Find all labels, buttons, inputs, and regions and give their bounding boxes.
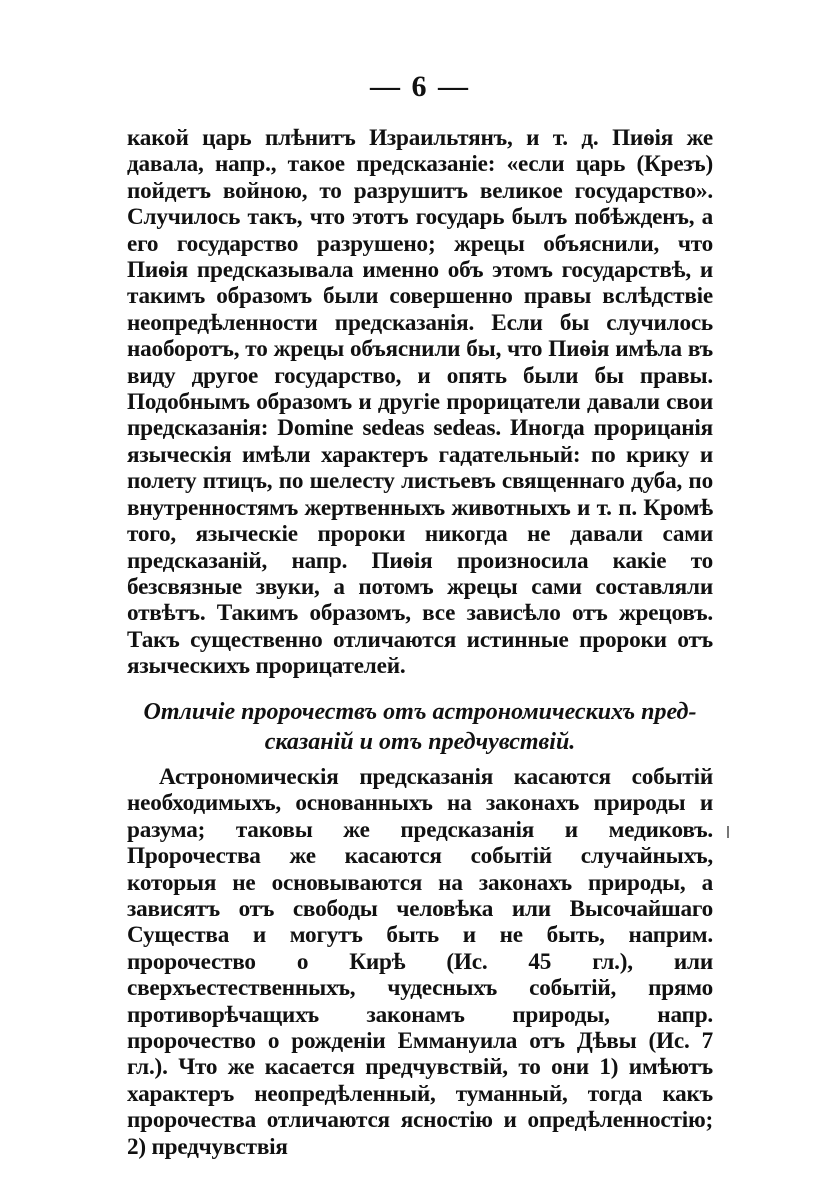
section-heading <box>127 697 713 757</box>
margin-mark <box>727 826 729 838</box>
page-number: — 6 — <box>370 70 470 103</box>
paragraph-prophets-vs-oracles: какой царь плѣнитъ Израильтянъ, и т. д. Пиѳія же давала, напр., такое предсказаніе: «если царь (Крезъ) пойдетъ войною, то разрушитъ великое государство». Случилось такъ, что этотъ государь былъ побѣжденъ, а его государство разрушено; жрецы объяснили, что Пиѳія предсказывала именно объ этомъ государствѣ, и такимъ образомъ были совершенно правы вслѣдствіе неопредѣленности предсказанія. Если бы случилось наоборотъ, то жрецы объяснили бы, что Пиѳія имѣла въ виду другое государство, и опять были бы правы. Подобнымъ образомъ и другіе прорицатели давали свои предсказанія: Domine sedeas sedeas. Иногда прорицанія языческія имѣли характеръ гадательный: по крику и полету птицъ, по шелесту листьевъ священнаго дуба, по внутренностямъ жертвенныхъ животныхъ и т. п. Кромѣ того, языческіе пророки никогда не давали сами предсказаній, напр. Пиѳія произносила какіе то безсвязные звуки, а потомъ жрецы сами составляли отвѣтъ. Такимъ образомъ, все зависѣло отъ жрецовъ. Такъ существенно отличаются истинные пророки отъ языческихъ прорицателей. <box>127 125 713 680</box>
section-heading-line-2: сказаній и отъ предчувствій. <box>264 729 576 755</box>
paragraph-astronomical-predictions: Астрономическія предсказанія касаются событій необходимыхъ, основанныхъ на законахъ природы и разума; таковы же предсказанія и медиковъ. Пророчества же касаются событій случайныхъ, которыя не основываются на законахъ природы, а зависятъ отъ свободы человѣка или Высочайшаго Существа и могутъ быть и не быть, наприм. пророчество о Кирѣ (Ис. 45 гл.), или сверхъестественныхъ, чудесныхъ событій, прямо противорѣчащихъ законамъ природы, напр. пророчество о рожденіи Еммануила отъ Дѣвы (Ис. 7 гл.). Что же касается предчувствій, то они 1) имѣютъ характеръ неопредѣленный, туманный, тогда какъ пророчества отличаются ясностію и опредѣленностію; 2) предчувствія <box>127 764 713 1160</box>
section-heading-line-1: Отличіе пророчествъ отъ астрономическихъ пред- <box>143 699 697 725</box>
